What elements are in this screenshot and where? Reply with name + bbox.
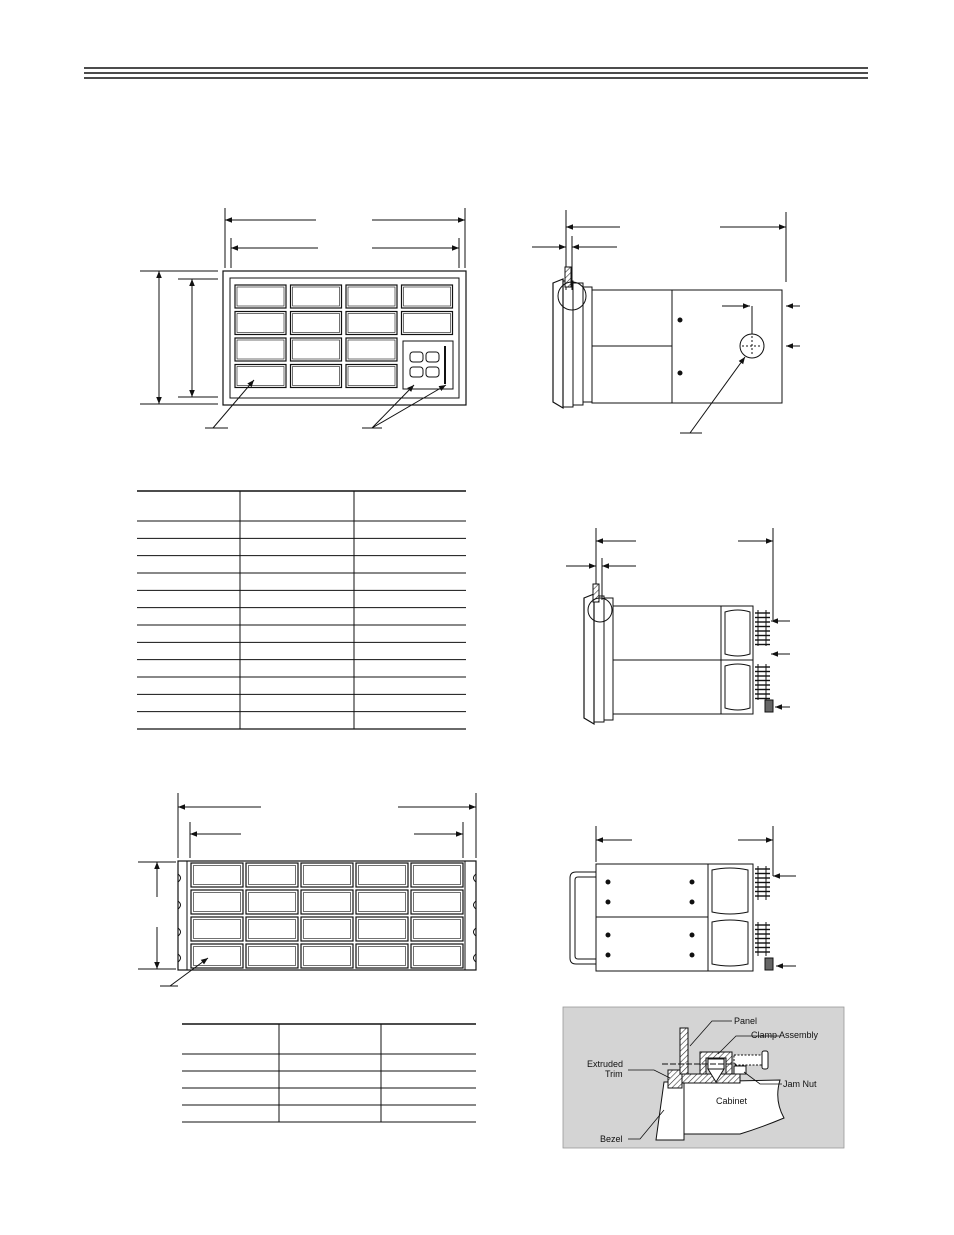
display-window [301,890,353,914]
display-window [191,863,243,887]
display-window [411,863,463,887]
display-window [291,338,342,361]
display-window [191,890,243,914]
display-window [356,944,408,968]
display-window [346,312,397,335]
label-extruded-trim: Extruded [587,1059,624,1069]
display-window [235,338,286,361]
display-window [246,890,298,914]
dimension-table-b [182,1024,476,1122]
terminal-strip [755,866,770,956]
display-window [356,890,408,914]
display-window [246,917,298,941]
window-grid-b [191,863,463,968]
handle [570,872,596,964]
display-window [356,863,408,887]
display-window [301,863,353,887]
display-window [411,917,463,941]
display-window [411,944,463,968]
display-window [346,338,397,361]
display-window [235,365,286,388]
label-panel: Panel [734,1016,758,1026]
jam-nut [734,1066,746,1074]
display-window [235,285,286,308]
display-window [356,917,408,941]
display-window [301,917,353,941]
leader-window [213,380,254,428]
display-window [402,285,453,308]
side-view-a [532,210,800,433]
label-cabinet: Cabinet [716,1096,748,1106]
display-window [411,890,463,914]
mounting-detail [563,1007,844,1148]
leader-connector [690,357,745,433]
label-extruded-trim-2: Trim [605,1069,623,1079]
leader-window [170,958,208,986]
display-window [191,917,243,941]
display-window [402,312,453,335]
rear-housing [672,290,782,403]
display-window [235,312,286,335]
side-view-b [566,528,790,724]
display-window [346,285,397,308]
label-clamp-assembly: Clamp Assembly [751,1030,819,1040]
display-window [246,863,298,887]
label-jam-nut: Jam Nut [783,1079,817,1089]
panel [680,1028,688,1074]
front-view-a [140,208,466,428]
display-window [301,944,353,968]
dimension-table-a [137,491,466,729]
terminal-strip [755,610,770,700]
leader-keypad [372,385,414,428]
display-window [246,944,298,968]
display-window [291,312,342,335]
top-view [570,826,796,971]
window-grid-a [235,285,453,388]
display-window [346,365,397,388]
label-bezel: Bezel [600,1134,623,1144]
front-view-b [138,793,476,986]
header-rule [84,68,868,78]
detail-circle [588,598,612,622]
display-window [291,365,342,388]
display-window [291,285,342,308]
